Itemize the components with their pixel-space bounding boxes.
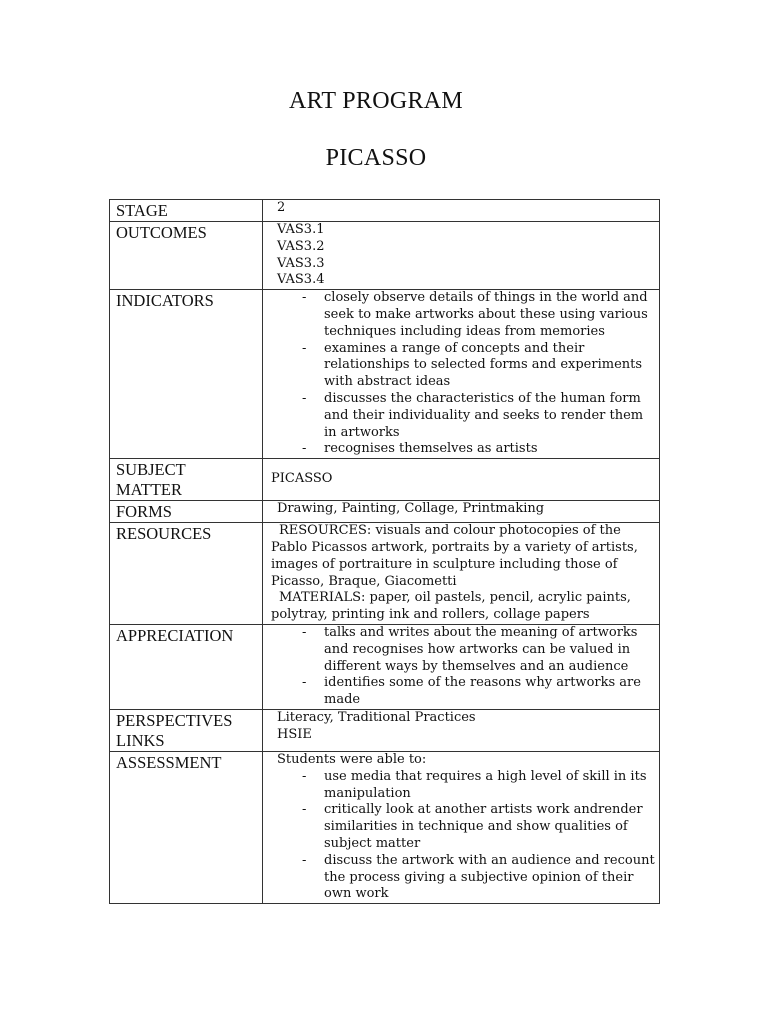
resources-value <box>263 523 660 625</box>
outcome-item: VAS3.2 <box>277 238 325 254</box>
subject-matter-label-line2: MATTER <box>116 480 182 500</box>
indicators-value <box>263 290 660 459</box>
resources-label: RESOURCES <box>110 523 263 625</box>
page-subtitle: PICASSO <box>325 145 427 171</box>
subject-matter-value <box>263 459 660 501</box>
table-row-perspectives <box>110 709 660 751</box>
perspectives-label-line1: PERSPECTIVES <box>116 710 233 730</box>
subject-matter-label-line1: SUBJECT <box>116 460 186 480</box>
page-title: ART PROGRAM <box>288 88 464 114</box>
table-row-resources <box>110 523 660 625</box>
subject-matter-label <box>110 459 263 501</box>
stage-value <box>263 200 660 222</box>
list-item: - talks and writes about the meaning of artworks and recognises how artworks can be valued in different ways by themselves and an audience <box>324 625 655 675</box>
forms-text: Drawing, Painting, Collage, Printmaking <box>277 501 545 517</box>
table-row-subject-matter <box>110 459 660 501</box>
assessment-list <box>271 769 655 903</box>
forms-value <box>263 501 660 523</box>
perspectives-item: HSIE <box>277 726 312 742</box>
perspectives-label <box>110 709 263 751</box>
forms-label: FORMS <box>110 501 263 523</box>
list-item: - closely observe details of things in the world and seek to make artworks about these using various techniques including ideas from memories <box>324 290 655 340</box>
list-item: - recognises themselves as artists <box>324 441 655 458</box>
table-row-assessment <box>110 751 660 903</box>
list-item: - identifies some of the reasons why artworks are made <box>324 675 655 709</box>
assessment-label: ASSESSMENT <box>110 751 263 903</box>
perspectives-item: Literacy, Traditional Practices <box>277 709 476 725</box>
assessment-value <box>263 751 660 903</box>
art-program-table <box>109 199 660 904</box>
indicators-label: INDICATORS <box>110 290 263 459</box>
list-item: - examines a range of concepts and their relationships to selected forms and experiments with abstract ideas <box>324 341 655 391</box>
table-row-indicators <box>110 290 660 459</box>
outcome-item: VAS3.4 <box>277 272 325 288</box>
table-row-stage <box>110 200 660 222</box>
list-item: - critically look at another artists work andrender similarities in technique and show qualities of subject matter <box>324 802 655 852</box>
table-row-appreciation <box>110 624 660 709</box>
appreciation-value <box>263 624 660 709</box>
appreciation-label: APPRECIATION <box>110 624 263 709</box>
list-item: - use media that requires a high level of skill in its manipulation <box>324 769 655 803</box>
stage-label: STAGE <box>110 200 263 222</box>
indicators-list <box>271 290 655 458</box>
outcome-item: VAS3.3 <box>277 255 325 271</box>
resources-text: RESOURCES: visuals and colour photocopies of the Pablo Picassos artwork, portraits by a variety of artists, images of portraiture in sculpture including those of Picasso, Braque, Giacometti <box>271 523 638 589</box>
list-item: - discuss the artwork with an audience and recount the process giving a subjective opinion of their own work <box>324 853 655 903</box>
outcome-item: VAS3.1 <box>277 222 325 237</box>
assessment-intro: Students were able to: <box>277 751 427 767</box>
list-item: - discusses the characteristics of the human form and their individuality and seeks to render them in artworks <box>324 391 655 441</box>
table-row-forms <box>110 501 660 523</box>
outcomes-label: OUTCOMES <box>110 222 263 290</box>
table-row-outcomes <box>110 222 660 290</box>
perspectives-value <box>263 709 660 751</box>
perspectives-label-line2: LINKS <box>116 730 165 750</box>
appreciation-list <box>271 625 655 709</box>
stage-value-text: 2 <box>277 200 286 215</box>
subject-matter-text: PICASSO <box>271 471 333 487</box>
outcomes-value <box>263 222 660 290</box>
materials-text: MATERIALS: paper, oil pastels, pencil, acrylic paints, polytray, printing ink and rollers, collage papers <box>271 590 631 623</box>
